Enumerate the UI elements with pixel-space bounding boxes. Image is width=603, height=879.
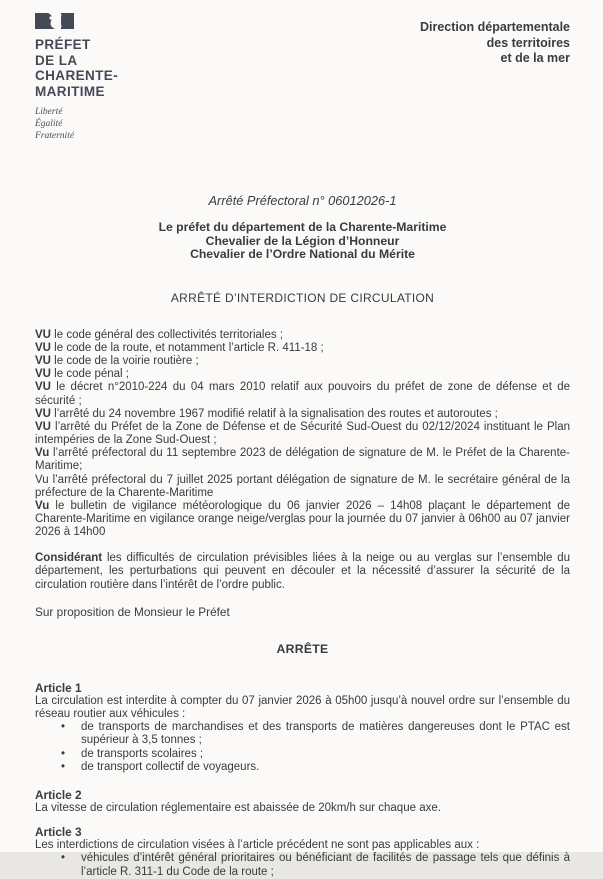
- recital-paragraph: [35, 447, 570, 473]
- issuer-line: Chevalier de l’Ordre National du Mérite: [190, 247, 415, 262]
- bullet-text: de transports de marchandises et des transports de matières dangereuses dont le PTAC est supérieur à 3,5 tonnes ;: [81, 721, 570, 747]
- bullet-text: véhicules d’intérêt général prioritaires ou bénéficiant de facilités de passage tels que définis à l’article R. 311-1 du Code de la route ;: [81, 852, 570, 878]
- directorate-line: et de la mer: [500, 51, 570, 65]
- recital-text: le code pénal ;: [50, 368, 129, 381]
- article-2: [35, 789, 570, 815]
- recital-label: VU: [35, 368, 51, 381]
- recital-text: le code général des collectivités territoriales ;: [50, 328, 284, 341]
- recital-paragraph: [35, 355, 570, 368]
- issuer-block: [35, 221, 570, 262]
- bullet-text: de transports scolaires ;: [81, 747, 204, 760]
- article-2-heading: Article 2: [35, 787, 82, 802]
- article-1-bullets: [35, 721, 570, 774]
- logo-name-line: CHARENTE-: [35, 68, 119, 83]
- recital-paragraph: [35, 421, 570, 447]
- recital-paragraph: [35, 500, 570, 539]
- considerant-label: Considérant: [35, 552, 103, 565]
- article-3-heading: Article 3: [35, 825, 82, 840]
- bullet-text: de transport collectif de voyageurs.: [81, 760, 260, 773]
- republic-motto: [35, 106, 205, 142]
- recital-paragraph: [35, 329, 570, 342]
- recital-paragraph: [35, 342, 570, 355]
- recitals-section: [35, 329, 570, 540]
- issuer-line: Le préfet du département de la Charente-Maritime: [158, 220, 447, 234]
- motto-line: Liberté: [35, 107, 63, 117]
- recital-text: l’arrêté du 24 novembre 1967 modifié relatif à la signalisation des routes et autoroutes ;: [50, 407, 498, 420]
- logo-name-line: DE LA: [35, 52, 78, 68]
- recital-text: le décret n°2010-224 du 04 mars 2010 relatif aux pouvoirs du préfet de zone de défense et de sécurité ;: [35, 381, 570, 407]
- bullet-icon: •: [61, 760, 66, 773]
- prefecture-logo-name: [35, 37, 205, 99]
- issuing-directorate: [420, 20, 570, 67]
- recital-text: l’arrêté préfectoral du 11 septembre 2023 de délégation de signature de M. le Préfet de la Charente-Maritime;: [35, 447, 570, 473]
- marianne-flag-icon: [35, 12, 79, 31]
- recital-label: VU: [35, 341, 51, 354]
- recital-label: VU: [35, 355, 51, 368]
- document-header: [35, 12, 570, 142]
- recital-text: le code de la voirie routière ;: [50, 355, 199, 368]
- decree-subject: ARRÊTÉ D’INTERDICTION DE CIRCULATION: [170, 290, 435, 305]
- bullet-item: [35, 852, 570, 878]
- recital-paragraph: [35, 368, 570, 381]
- recital-paragraph: [35, 408, 570, 421]
- article-2-body: La vitesse de circulation réglementaire est abaissée de 20km/h sur chaque axe.: [35, 802, 441, 814]
- recital-paragraph: [35, 381, 570, 407]
- recital-text: le code de la route, et notamment l’article R. 411-18 ;: [50, 341, 324, 354]
- recital-label: Vu: [35, 473, 49, 486]
- bullet-item: [35, 761, 570, 774]
- motto-line: Égalité: [35, 119, 63, 129]
- recital-label: VU: [35, 381, 51, 394]
- recital-label: Vu: [35, 447, 50, 460]
- logo-name-line: PRÉFET: [35, 37, 91, 52]
- article-1-heading: Article 1: [35, 680, 82, 695]
- arrete-heading: ARRÊTE: [276, 641, 329, 656]
- bullet-icon: •: [61, 747, 66, 760]
- recital-label: Vu: [35, 499, 50, 512]
- motto-line: Fraternité: [35, 131, 75, 141]
- recital-paragraph: [35, 474, 570, 500]
- bullet-item: [35, 721, 570, 747]
- bullet-icon: •: [61, 721, 66, 734]
- bullet-item: [35, 748, 570, 761]
- proposal-line: Sur proposition de Monsieur le Préfet: [35, 604, 230, 619]
- article-3: [35, 826, 570, 879]
- article-3-bullets: [35, 852, 570, 878]
- recital-text: l’arrêté du Préfet de la Zone de Défense et de Sécurité Sud-Ouest du 02/12/2024 instituant le Plan intempéries de la Zone Sud-Ouest ;: [35, 420, 570, 447]
- recital-text: l’arrêté préfectoral du 7 juillet 2025 portant délégation de signature de M. le secrétaire général de la préfecture de la Charente-Maritime: [35, 473, 570, 499]
- prefecture-logo: [35, 12, 205, 142]
- recital-label: VU: [35, 420, 51, 433]
- article-1-body: La circulation est interdite à compter du 07 janvier 2026 à 05h00 jusqu’à nouvel ordre sur l’ensemble du réseau routier aux véhicules :: [35, 694, 570, 721]
- recital-label: VU: [35, 407, 51, 420]
- bullet-icon: •: [61, 852, 66, 865]
- logo-name-line: MARITIME: [35, 83, 105, 99]
- recital-text: le bulletin de vigilance météorologique du 06 janvier 2026 – 14h08 plaçant le département de Charente-Maritime en vigilance orange neige/verglas pour la journée du 07 janvier à 06h00 au 07 janvier 2026 à 14h00: [35, 499, 570, 539]
- article-3-body: Les interdictions de circulation visées à l’article précédent ne sont pas applicables aux :: [35, 839, 480, 852]
- directorate-line: Direction départementale: [419, 20, 570, 34]
- considerant-paragraph: [35, 552, 570, 591]
- issuer-line: Chevalier de la Légion d’Honneur: [205, 233, 400, 248]
- recital-label: VU: [35, 328, 51, 341]
- directorate-line: des territoires: [486, 35, 570, 50]
- considerant-text: les difficultés de circulation prévisibles liées à la neige ou au verglas sur l’ensemble du département, les perturbations qui peuvent en découler et la nécessité d’assurer la sécurité de la circulation routière dans l’intérêt de l’ordre public.: [35, 552, 570, 591]
- decree-number: Arrêté Préfectoral n° 06012026-1: [208, 193, 397, 208]
- article-1: [35, 682, 570, 774]
